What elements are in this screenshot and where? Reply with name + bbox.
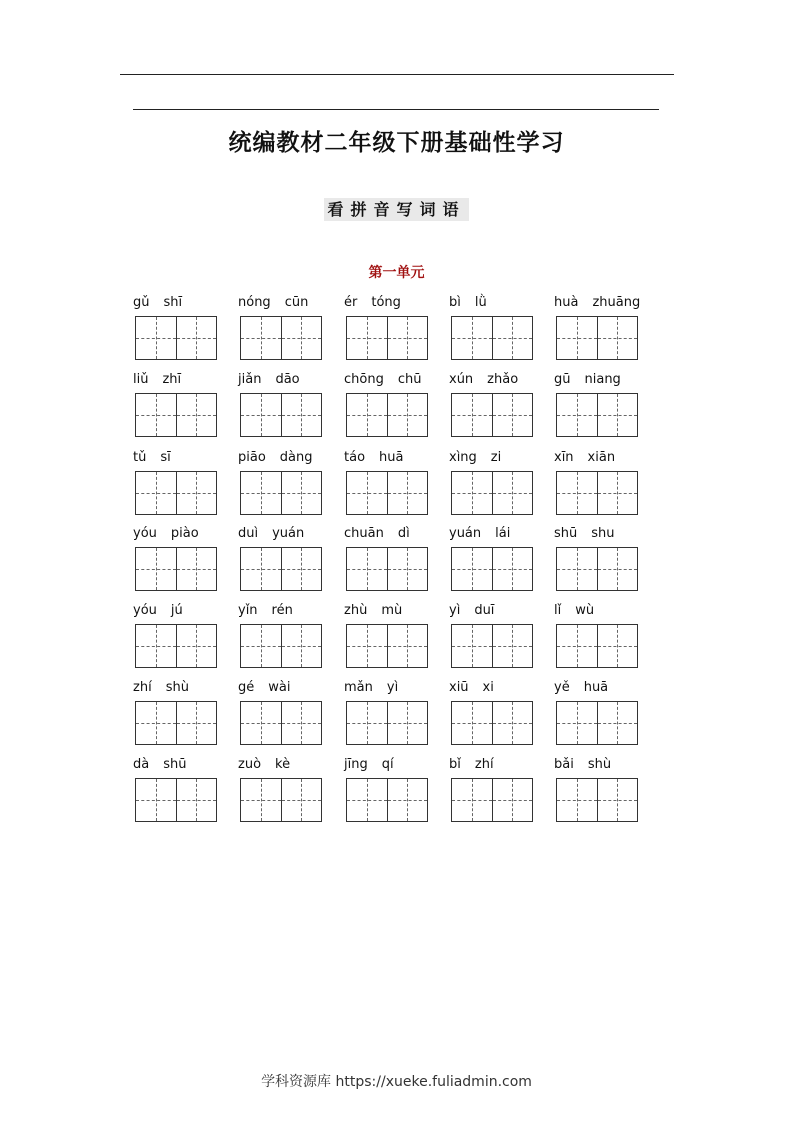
word-item: [135, 371, 217, 441]
writing-boxes: [556, 471, 638, 515]
writing-boxes: [240, 624, 322, 668]
tianzige-cell[interactable]: [347, 779, 387, 821]
word-item: [451, 371, 533, 441]
writing-boxes: [556, 624, 638, 668]
tianzige-cell[interactable]: [281, 317, 322, 359]
pinyin-label: [238, 371, 348, 389]
pinyin-syllable: xiū: [449, 680, 469, 695]
pinyin-label: [133, 371, 243, 389]
pinyin-syllable: qí: [381, 757, 394, 772]
pinyin-syllable: ér: [344, 295, 358, 310]
writing-boxes: [240, 778, 322, 822]
tianzige-cell[interactable]: [136, 702, 176, 744]
word-item: [135, 449, 217, 519]
tianzige-cell[interactable]: [347, 548, 387, 590]
pinyin-syllable: xīn: [554, 450, 574, 465]
pinyin-label: [554, 371, 664, 389]
pinyin-syllable: jú: [170, 603, 183, 618]
pinyin-syllable: bǐ: [449, 757, 461, 772]
word-item: [556, 679, 638, 749]
tianzige-cell[interactable]: [281, 702, 322, 744]
word-item: [135, 525, 217, 595]
pinyin-syllable: dàng: [279, 450, 313, 465]
page-title: 统编教材二年级下册基础性学习: [228, 130, 565, 156]
pinyin-label: [238, 602, 348, 620]
pinyin-syllable: tǔ: [133, 450, 147, 465]
pinyin-syllable: lǐ: [554, 603, 562, 618]
pinyin-syllable: sī: [160, 450, 171, 465]
writing-boxes: [556, 316, 638, 360]
tianzige-cell[interactable]: [387, 779, 428, 821]
word-item: [135, 756, 217, 826]
tianzige-cell[interactable]: [492, 394, 533, 436]
writing-boxes: [135, 547, 217, 591]
pinyin-syllable: liǔ: [133, 372, 149, 387]
tianzige-cell[interactable]: [281, 548, 322, 590]
tianzige-cell[interactable]: [281, 779, 322, 821]
pinyin-syllable: zhù: [344, 603, 368, 618]
word-item: [240, 371, 322, 441]
word-item: [346, 449, 428, 519]
word-item: [451, 679, 533, 749]
writing-boxes: [556, 701, 638, 745]
writing-boxes: [556, 393, 638, 437]
pinyin-syllable: duì: [238, 526, 259, 541]
pinyin-label: [238, 756, 348, 774]
tianzige-cell[interactable]: [492, 779, 533, 821]
pinyin-syllable: xiān: [587, 450, 616, 465]
pinyin-syllable: wài: [268, 680, 291, 695]
tianzige-cell[interactable]: [452, 394, 492, 436]
tianzige-cell[interactable]: [452, 548, 492, 590]
tianzige-cell[interactable]: [492, 548, 533, 590]
pinyin-syllable: mù: [381, 603, 403, 618]
pinyin-syllable: yǐn: [238, 603, 258, 618]
word-item: [346, 679, 428, 749]
writing-boxes: [451, 471, 533, 515]
pinyin-syllable: chōng: [344, 372, 384, 387]
tianzige-cell[interactable]: [241, 548, 281, 590]
tianzige-cell[interactable]: [597, 472, 638, 514]
writing-boxes: [240, 547, 322, 591]
tianzige-cell[interactable]: [136, 548, 176, 590]
word-item: [556, 525, 638, 595]
writing-boxes: [346, 471, 428, 515]
pinyin-syllable: yóu: [133, 526, 157, 541]
word-item: [240, 679, 322, 749]
pinyin-label: [238, 525, 348, 543]
pinyin-syllable: lǜ: [474, 295, 487, 310]
writing-boxes: [556, 778, 638, 822]
tianzige-cell[interactable]: [136, 394, 176, 436]
pinyin-syllable: yuán: [272, 526, 305, 541]
pinyin-label: [449, 371, 559, 389]
writing-boxes: [451, 624, 533, 668]
pinyin-label: [344, 679, 454, 697]
writing-boxes: [346, 547, 428, 591]
pinyin-syllable: zhí: [133, 680, 152, 695]
tianzige-cell[interactable]: [452, 472, 492, 514]
pinyin-syllable: bǎi: [554, 757, 574, 772]
word-item: [240, 602, 322, 672]
pinyin-syllable: dāo: [275, 372, 300, 387]
pinyin-syllable: huā: [583, 680, 609, 695]
tianzige-cell[interactable]: [176, 394, 217, 436]
tianzige-cell[interactable]: [452, 702, 492, 744]
tianzige-cell[interactable]: [241, 702, 281, 744]
tianzige-cell[interactable]: [492, 317, 533, 359]
pinyin-syllable: piāo: [238, 450, 266, 465]
pinyin-syllable: bì: [449, 295, 461, 310]
tianzige-cell[interactable]: [597, 625, 638, 667]
tianzige-cell[interactable]: [492, 472, 533, 514]
tianzige-cell[interactable]: [557, 317, 597, 359]
tianzige-cell[interactable]: [281, 625, 322, 667]
writing-boxes: [135, 778, 217, 822]
pinyin-syllable: zhǎo: [487, 372, 519, 387]
pinyin-label: [133, 679, 243, 697]
tianzige-cell[interactable]: [557, 394, 597, 436]
writing-boxes: [346, 316, 428, 360]
pinyin-syllable: rén: [271, 603, 293, 618]
word-item: [240, 756, 322, 826]
pinyin-syllable: piào: [170, 526, 199, 541]
tianzige-cell[interactable]: [557, 548, 597, 590]
writing-boxes: [240, 471, 322, 515]
tianzige-cell[interactable]: [597, 394, 638, 436]
pinyin-label: [133, 449, 243, 467]
tianzige-cell[interactable]: [492, 702, 533, 744]
tianzige-cell[interactable]: [281, 394, 322, 436]
tianzige-cell[interactable]: [557, 779, 597, 821]
pinyin-label: [449, 679, 559, 697]
word-item: [346, 756, 428, 826]
pinyin-syllable: dì: [397, 526, 410, 541]
word-item: [451, 756, 533, 826]
pinyin-syllable: shī: [163, 295, 183, 310]
tianzige-cell[interactable]: [136, 317, 176, 359]
tianzige-cell[interactable]: [387, 702, 428, 744]
writing-boxes: [346, 701, 428, 745]
pinyin-syllable: huā: [379, 450, 404, 465]
tianzige-cell[interactable]: [281, 472, 322, 514]
tianzige-cell[interactable]: [241, 779, 281, 821]
writing-boxes: [451, 316, 533, 360]
writing-boxes: [135, 316, 217, 360]
word-item: [346, 371, 428, 441]
tianzige-cell[interactable]: [176, 625, 217, 667]
pinyin-syllable: gǔ: [133, 295, 150, 310]
pinyin-syllable: yì: [386, 680, 399, 695]
word-item: [556, 371, 638, 441]
word-item: [346, 525, 428, 595]
pinyin-label: [554, 602, 664, 620]
writing-boxes: [451, 778, 533, 822]
pinyin-syllable: shù: [587, 757, 612, 772]
pinyin-label: [344, 602, 454, 620]
unit-title: 第一单元: [368, 265, 425, 281]
pinyin-syllable: tóng: [371, 295, 401, 310]
pinyin-syllable: cūn: [284, 295, 309, 310]
tianzige-cell[interactable]: [136, 779, 176, 821]
pinyin-syllable: shū: [554, 526, 578, 541]
word-item: [556, 449, 638, 519]
pinyin-syllable: gū: [554, 372, 571, 387]
pinyin-syllable: chū: [397, 372, 422, 387]
tianzige-cell[interactable]: [452, 779, 492, 821]
pinyin-syllable: kè: [275, 757, 291, 772]
tianzige-cell[interactable]: [136, 472, 176, 514]
pinyin-syllable: zuò: [238, 757, 262, 772]
tianzige-cell[interactable]: [597, 702, 638, 744]
pinyin-label: [133, 756, 243, 774]
pinyin-label: [554, 525, 664, 543]
word-item: [451, 602, 533, 672]
pinyin-label: [449, 602, 562, 620]
writing-boxes: [135, 701, 217, 745]
pinyin-label: [238, 449, 348, 467]
pinyin-syllable: xi: [482, 680, 494, 695]
word-item: [240, 294, 322, 364]
word-item: [240, 525, 322, 595]
pinyin-label: [344, 294, 454, 312]
word-item: [451, 449, 533, 519]
tianzige-cell[interactable]: [597, 779, 638, 821]
word-item: [451, 294, 533, 364]
tianzige-cell[interactable]: [241, 317, 281, 359]
pinyin-label: [449, 525, 559, 543]
tianzige-cell[interactable]: [387, 394, 428, 436]
writing-boxes: [240, 316, 322, 360]
pinyin-syllable: gé: [238, 680, 255, 695]
tianzige-cell[interactable]: [176, 548, 217, 590]
tianzige-cell[interactable]: [387, 548, 428, 590]
pinyin-label: [449, 449, 559, 467]
pinyin-label: [344, 449, 454, 467]
word-item: [135, 679, 217, 749]
pinyin-label: [554, 294, 664, 312]
pinyin-syllable: zhí: [474, 757, 494, 772]
pinyin-syllable: shù: [165, 680, 189, 695]
pinyin-syllable: yóu: [133, 603, 157, 618]
tianzige-cell[interactable]: [492, 625, 533, 667]
pinyin-syllable: shu: [591, 526, 615, 541]
pinyin-syllable: yě: [554, 680, 570, 695]
tianzige-cell[interactable]: [387, 625, 428, 667]
tianzige-cell[interactable]: [241, 472, 281, 514]
pinyin-syllable: zhuāng: [592, 295, 641, 310]
pinyin-syllable: jiǎn: [238, 372, 262, 387]
pinyin-syllable: niang: [584, 372, 621, 387]
writing-boxes: [451, 547, 533, 591]
writing-boxes: [556, 547, 638, 591]
pinyin-syllable: zi: [490, 450, 502, 465]
tianzige-cell[interactable]: [176, 317, 217, 359]
pinyin-syllable: yuán: [449, 526, 482, 541]
pinyin-syllable: shū: [163, 757, 187, 772]
tianzige-cell[interactable]: [347, 317, 387, 359]
tianzige-cell[interactable]: [347, 625, 387, 667]
pinyin-label: [344, 371, 454, 389]
word-item: [451, 525, 533, 595]
tianzige-cell[interactable]: [387, 317, 428, 359]
pinyin-syllable: zhī: [162, 372, 182, 387]
pinyin-syllable: táo: [344, 450, 366, 465]
writing-boxes: [135, 393, 217, 437]
tianzige-cell[interactable]: [241, 625, 281, 667]
tianzige-cell[interactable]: [176, 702, 217, 744]
pinyin-label: [133, 294, 243, 312]
pinyin-syllable: jīng: [344, 757, 368, 772]
pinyin-label: [133, 602, 243, 620]
pinyin-syllable: xún: [449, 372, 474, 387]
tianzige-cell[interactable]: [387, 472, 428, 514]
pinyin-label: [344, 756, 454, 774]
pinyin-label: [554, 679, 664, 697]
pinyin-syllable: huà: [554, 295, 579, 310]
writing-boxes: [346, 393, 428, 437]
tianzige-cell[interactable]: [597, 317, 638, 359]
pinyin-label: [238, 679, 348, 697]
word-item: [346, 294, 428, 364]
writing-boxes: [346, 778, 428, 822]
pinyin-label: [238, 294, 348, 312]
writing-boxes: [346, 624, 428, 668]
tianzige-cell[interactable]: [347, 472, 387, 514]
word-item: [554, 294, 641, 364]
pinyin-label: [344, 525, 454, 543]
tianzige-cell[interactable]: [557, 472, 597, 514]
pinyin-label: [133, 525, 243, 543]
word-item: [556, 756, 638, 826]
word-item: [346, 602, 428, 672]
subtitle-wrap: [0, 198, 793, 221]
tianzige-cell[interactable]: [557, 625, 597, 667]
pinyin-label: [449, 294, 559, 312]
tianzige-cell[interactable]: [347, 394, 387, 436]
writing-boxes: [135, 471, 217, 515]
tianzige-cell[interactable]: [452, 317, 492, 359]
word-item: [135, 294, 217, 364]
writing-boxes: [451, 393, 533, 437]
tianzige-cell[interactable]: [597, 548, 638, 590]
tianzige-cell[interactable]: [557, 702, 597, 744]
word-item: [135, 602, 217, 672]
writing-boxes: [451, 701, 533, 745]
tianzige-cell[interactable]: [176, 472, 217, 514]
pinyin-label: [554, 449, 664, 467]
pinyin-syllable: lái: [495, 526, 511, 541]
tianzige-cell[interactable]: [241, 394, 281, 436]
tianzige-cell[interactable]: [176, 779, 217, 821]
word-item: [240, 449, 322, 519]
top-rule: [120, 74, 674, 75]
pinyin-syllable: duī: [474, 603, 495, 618]
tianzige-cell[interactable]: [136, 625, 176, 667]
writing-boxes: [240, 393, 322, 437]
pinyin-label: [554, 756, 664, 774]
pinyin-label: [449, 756, 559, 774]
pinyin-syllable: yì: [449, 603, 461, 618]
word-item: [556, 602, 638, 672]
section-subtitle: 看拼音写词语: [324, 198, 468, 221]
header-rule: [133, 109, 659, 110]
writing-boxes: [135, 624, 217, 668]
pinyin-syllable: wù: [575, 603, 595, 618]
pinyin-syllable: nóng: [238, 295, 271, 310]
pinyin-syllable: chuān: [344, 526, 384, 541]
pinyin-syllable: dà: [133, 757, 150, 772]
writing-boxes: [240, 701, 322, 745]
tianzige-cell[interactable]: [347, 702, 387, 744]
tianzige-cell[interactable]: [452, 625, 492, 667]
pinyin-syllable: mǎn: [344, 680, 373, 695]
pinyin-syllable: xìng: [449, 450, 477, 465]
footer-text: 学科资源库 https://xueke.fuliadmin.com: [261, 1074, 532, 1090]
